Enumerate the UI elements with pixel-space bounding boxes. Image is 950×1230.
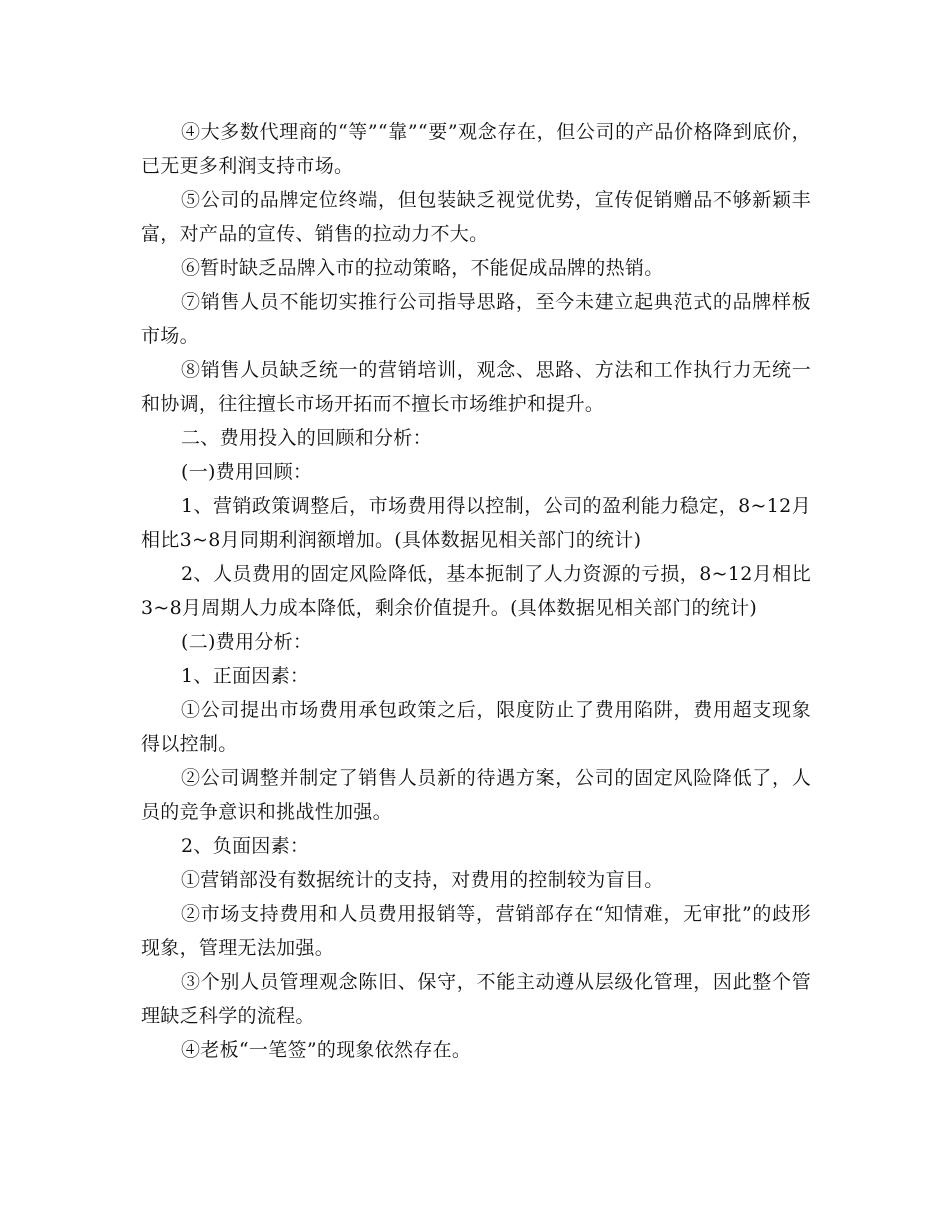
paragraph-point-8-training: ⑧销售人员缺乏统一的营销培训，观念、思路、方法和工作执行力无统一和协调，往往擅长市场开拓而不擅长市场维护和提升。 xyxy=(141,359,811,415)
paragraph-recap-1-marketing-policy: 1、营销政策调整后，市场费用得以控制，公司的盈利能力稳定，8~12月相比3~8月同期利润额增加。(具体数据见相关部门的统计) xyxy=(141,495,811,551)
paragraph-negative-3: ③个别人员管理观念陈旧、保守，不能主动遵从层级化管理，因此整个管理缺乏科学的流程。 xyxy=(141,971,811,1027)
paragraph-negative-2: ②市场支持费用和人员费用报销等，营销部存在“知情难，无审批”的歧形现象，管理无法加强。 xyxy=(141,903,811,959)
paragraph-negative-1: ①营销部没有数据统计的支持，对费用的控制较为盲目。 xyxy=(181,869,664,891)
paragraph-point-6-strategy: ⑥暂时缺乏品牌入市的拉动策略，不能促成品牌的热销。 xyxy=(181,257,664,279)
paragraph-negative-4: ④老板“一笔签”的现象依然存在。 xyxy=(181,1039,472,1061)
subsection-heading-expense-recap: (一)费用回顾： xyxy=(181,461,313,483)
paragraph-positive-1: ①公司提出市场费用承包政策之后，限度防止了费用陷阱，费用超支现象得以控制。 xyxy=(141,699,811,755)
heading-negative-factors: 2、负面因素： xyxy=(181,835,310,857)
subsection-heading-expense-analysis: (二)费用分析： xyxy=(181,631,313,653)
paragraph-positive-2: ②公司调整并制定了销售人员新的待遇方案，公司的固定风险降低了，人员的竞争意识和挑战性加强。 xyxy=(141,767,811,823)
document-body xyxy=(141,115,811,1067)
section-heading-expense-review: 二、费用投入的回顾和分析： xyxy=(181,427,432,449)
paragraph-point-5-branding: ⑤公司的品牌定位终端，但包装缺乏视觉优势，宣传促销赠品不够新颖丰富，对产品的宣传、销售的拉动力不大。 xyxy=(141,189,811,245)
paragraph-point-4-dealers: ④大多数代理商的“等”“靠”“要”观念存在，但公司的产品价格降到底价，已无更多利润支持市场。 xyxy=(141,121,811,177)
paragraph-point-7-sales-staff: ⑦销售人员不能切实推行公司指导思路，至今未建立起典范式的品牌样板市场。 xyxy=(141,291,811,347)
paragraph-recap-2-personnel-costs: 2、人员费用的固定风险降低，基本扼制了人力资源的亏损，8~12月相比3~8月周期人力成本降低，剩余价值提升。(具体数据见相关部门的统计) xyxy=(141,563,811,619)
heading-positive-factors: 1、正面因素： xyxy=(181,665,310,687)
